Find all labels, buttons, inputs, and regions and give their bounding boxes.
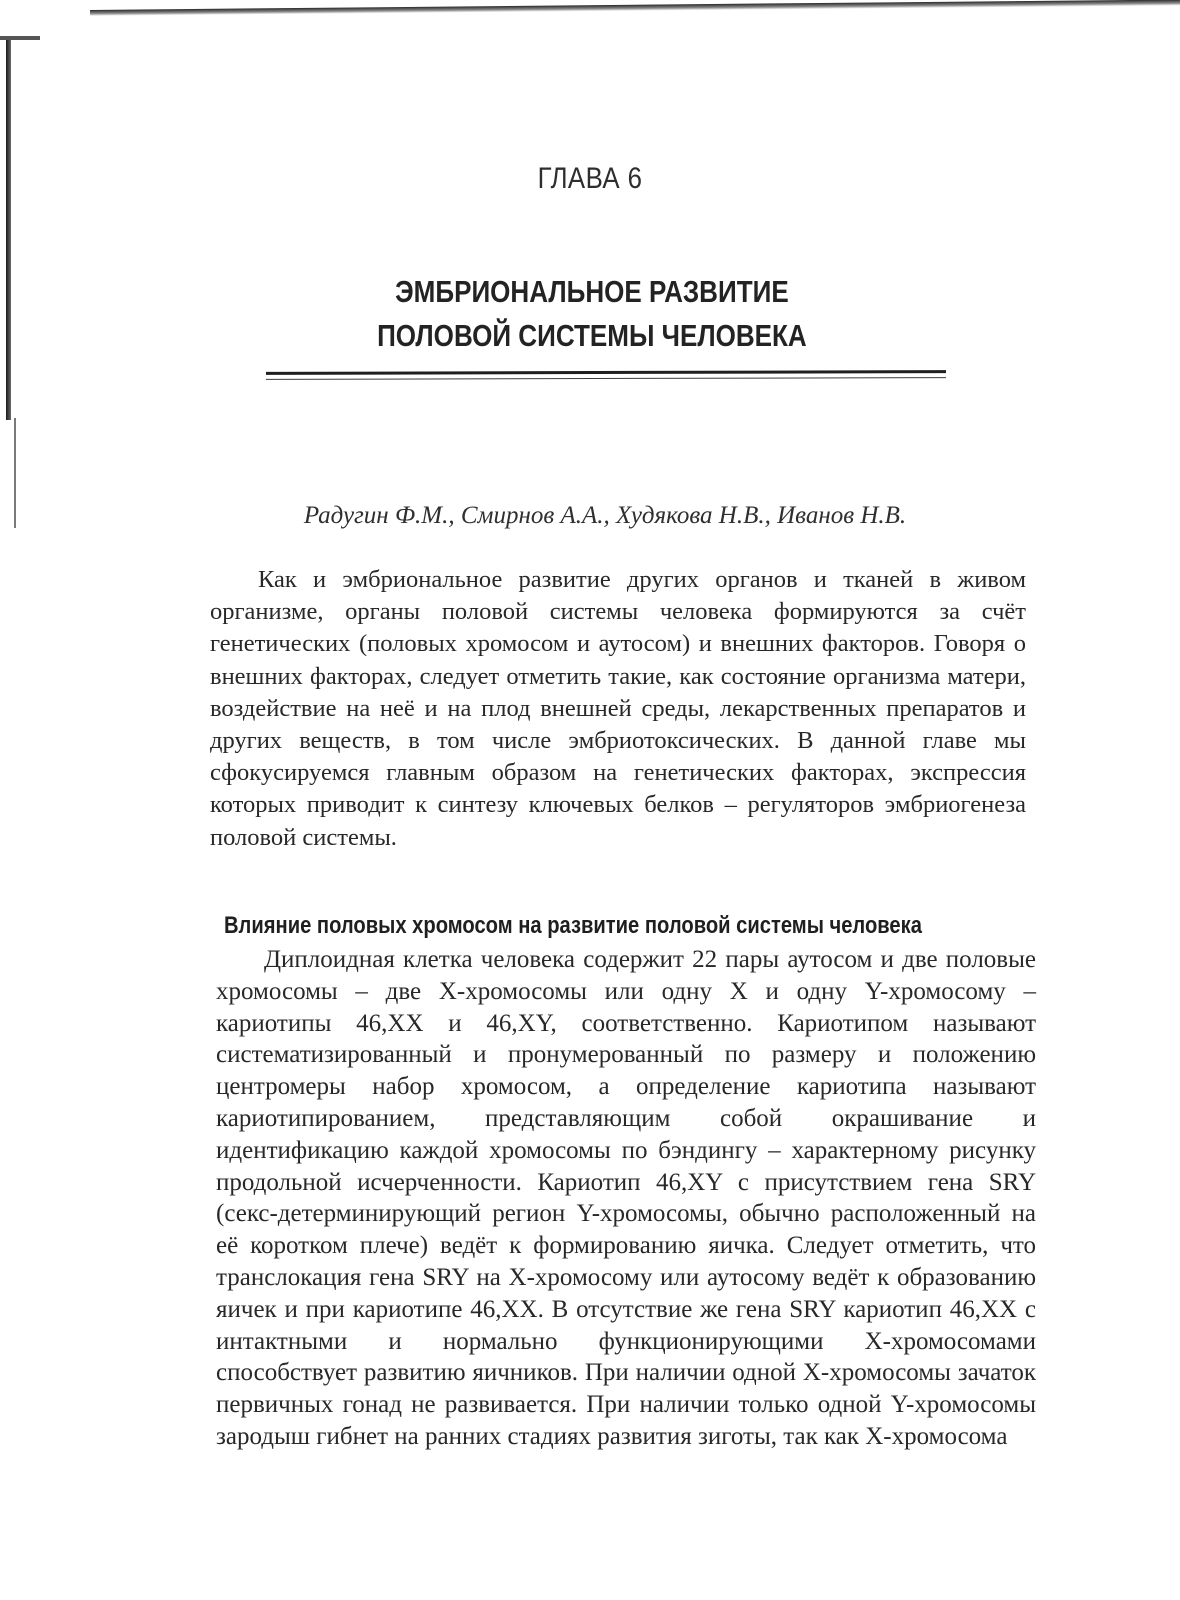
scan-edge-left bbox=[6, 40, 11, 420]
section-paragraph: Диплоидная клетка человека содержит 22 пары аутосом и две половые хромосомы – две X-хромосомы или одну X и одну Y-хромосому – кариотипы 46,XX и 46,XY, соответственно. Кариотипом называют систематизированный и пронумерованный по размеру и положению центромеры набор хромосом, а определение кариотипа называют кариотипированием, представляющим собой окрашивание и идентификацию каждой хромосомы по бэндингу – характерному рисунку продольной исчерченности. Кариотип 46,XY с присутствием гена SRY (секс-детерминирующий регион Y-хромосомы, обычно расположенный на её коротком плече) ведёт к формированию яичка. Следует отметить, что транслокация гена SRY на X-хромосому или аутосому ведёт к образованию яичек и при кариотипе 46,XX. В отсутствие же гена SRY кариотип 46,XX с интактными и нормально функционирующими X-хромосомами способствует развитию яичников. При наличии одной X-хромосомы зачаток первичных гонад не развивается. При наличии только одной Y-хромосомы зародыш гибнет на ранних стадиях развития зиготы, так как X-хромосома bbox=[216, 946, 1036, 1450]
title-rule-thin bbox=[266, 377, 946, 380]
authors-line: Радугин Ф.М., Смирнов А.А., Худякова Н.В., Иванов Н.В. bbox=[303, 502, 907, 529]
chapter-title bbox=[96, 270, 1087, 358]
chapter-title-line-1: ЭМБРИОНАЛЬНОЕ РАЗВИТИЕ bbox=[395, 274, 789, 309]
chapter-label: ГЛАВА 6 bbox=[537, 162, 643, 195]
scan-edge-top bbox=[90, 0, 1180, 16]
section-heading: Влияние половых хромосом на развитие половой системы человека bbox=[224, 912, 922, 939]
intro-paragraph: Как и эмбриональное развитие других органов и тканей в живом организме, органы половой системы человека формируются за счёт генетических (половых хромосом и аутосом) и внешних факторов. Говоря о внешних факторах, следует отметить такие, как состояние организма матери, воздействие на неё и на плод внешней среды, лекарственных препаратов и других веществ, в том числе эмбриотоксических. В данной главе мы сфокусируемся главным образом на генетических факторах, экспрессия которых приводит к синтезу ключевых белков – регуляторов эмбриогенеза половой системы. bbox=[210, 566, 1026, 851]
title-rule-thick bbox=[266, 370, 946, 375]
chapter-title-line-2: ПОЛОВОЙ СИСТЕМЫ ЧЕЛОВЕКА bbox=[377, 318, 807, 353]
